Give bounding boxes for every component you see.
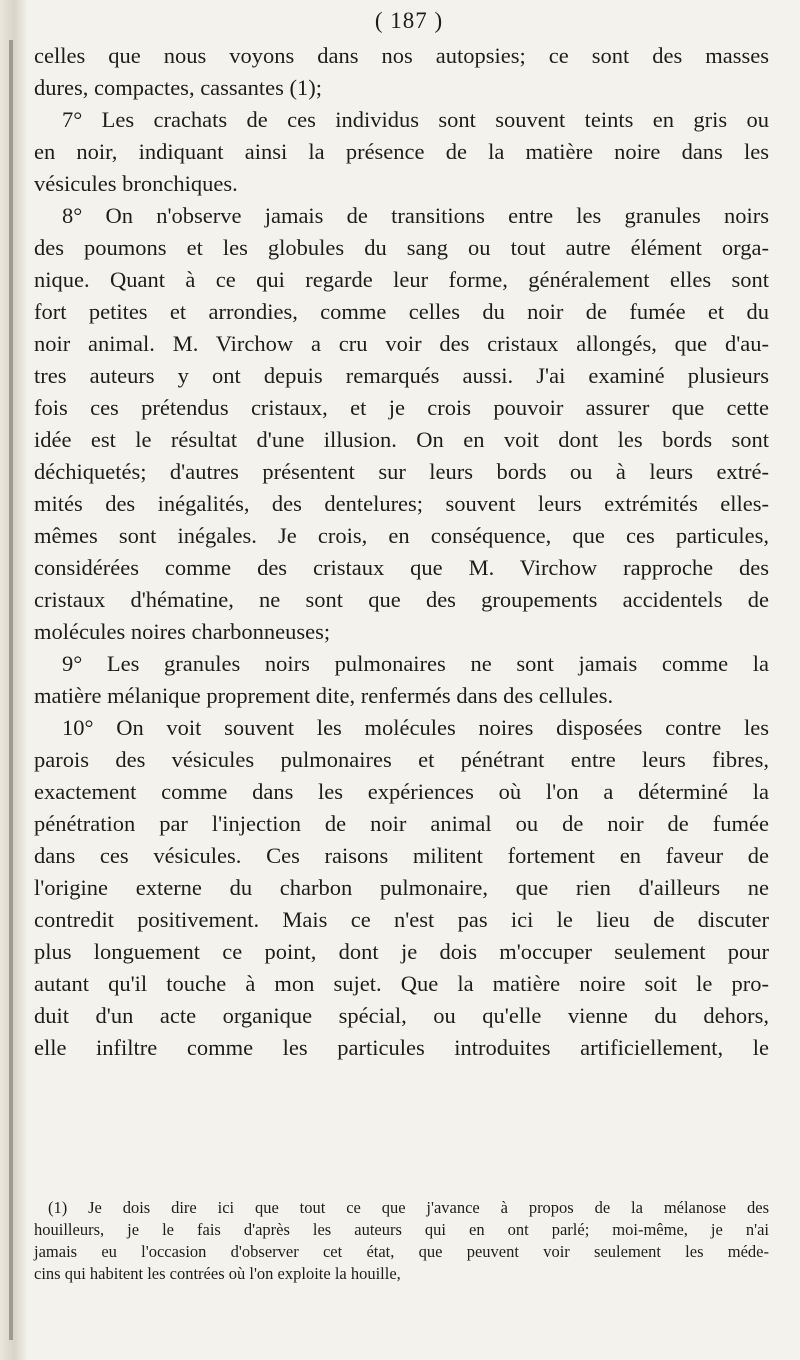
text-line: dures, compactes, cassantes (1); <box>34 75 323 100</box>
text-line: en noir, indiquant ainsi la présence de la matière noire dans les <box>34 139 769 164</box>
text-line: exactement comme dans les expériences où l'on a déterminé la <box>34 779 769 804</box>
text-line: 8° On n'observe jamais de transitions entre les granules noirs <box>62 203 769 228</box>
page-number: ( 187 ) <box>374 8 444 33</box>
text-line: pénétration par l'injection de noir animal ou de noir de fumée <box>34 811 769 836</box>
text-line: idée est le résultat d'une illusion. On en voit dont les bords sont <box>34 427 769 452</box>
text-line: autant qu'il touche à mon sujet. Que la matière noire soit le pro- <box>34 971 769 996</box>
text-line: des poumons et les globules du sang ou tout autre élément orga- <box>34 235 769 260</box>
text-line: mêmes sont inégales. Je crois, en conséquence, que ces particules, <box>34 523 769 548</box>
text-line: contredit positivement. Mais ce n'est pas ici le lieu de discuter <box>34 907 769 932</box>
text-line: parois des vésicules pulmonaires et pénétrant entre leurs fibres, <box>34 747 769 772</box>
text-line: 7° Les crachats de ces individus sont souvent teints en gris ou <box>62 107 769 132</box>
text-line: noir animal. M. Virchow a cru voir des cristaux allongés, que d'au- <box>34 331 769 356</box>
text-line: matière mélanique proprement dite, renfermés dans des cellules. <box>34 683 614 708</box>
text-line: fort petites et arrondies, comme celles du noir de fumée et du <box>34 299 769 324</box>
text-line: 9° Les granules noirs pulmonaires ne sont jamais comme la <box>62 651 769 676</box>
footnote <box>34 1197 769 1285</box>
text-line: tres auteurs y ont depuis remarqués aussi. J'ai examiné plusieurs <box>34 363 769 388</box>
text-line: molécules noires charbonneuses; <box>34 619 331 644</box>
text-line: celles que nous voyons dans nos autopsies; ce sont des masses <box>34 43 769 68</box>
text-line: cristaux d'hématine, ne sont que des groupements accidentels de <box>34 587 769 612</box>
text-line: fois ces prétendus cristaux, et je crois pouvoir assurer que cette <box>34 395 769 420</box>
text-line: considérées comme des cristaux que M. Virchow rapproche des <box>34 555 769 580</box>
text-line: nique. Quant à ce qui regarde leur forme, généralement elles sont <box>34 267 769 292</box>
text-line: duit d'un acte organique spécial, ou qu'elle vienne du dehors, <box>34 1003 769 1028</box>
footnote-line: jamais eu l'occasion d'observer cet état, que peuvent voir seulement les méde- <box>34 1242 769 1261</box>
text-line: plus longuement ce point, dont je dois m'occuper seulement pour <box>34 939 769 964</box>
text-line: vésicules bronchiques. <box>34 171 238 196</box>
text-line: elle infiltre comme les particules introduites artificiellement, le <box>34 1035 769 1060</box>
footnote-line: (1) Je dois dire ici que tout ce que j'avance à propos de la mélanose des <box>48 1198 769 1217</box>
text-line: 10° On voit souvent les molécules noires disposées contre les <box>62 715 769 740</box>
footnote-line: houilleurs, je le fais d'après les auteurs qui en ont parlé; moi-même, je n'ai <box>34 1220 769 1239</box>
footnote-line: cins qui habitent les contrées où l'on exploite la houille, <box>34 1264 401 1283</box>
text-line: déchiquetés; d'autres présentent sur leurs bords ou à leurs extré- <box>34 459 769 484</box>
page-gutter-shadow <box>0 0 26 1360</box>
binding-edge <box>9 40 13 1340</box>
text-line: dans ces vésicules. Ces raisons militent fortement en faveur de <box>34 843 769 868</box>
body-text <box>34 40 769 1064</box>
text-line: l'origine externe du charbon pulmonaire, que rien d'ailleurs ne <box>34 875 769 900</box>
text-line: mités des inégalités, des dentelures; souvent leurs extrémités elles- <box>34 491 769 516</box>
